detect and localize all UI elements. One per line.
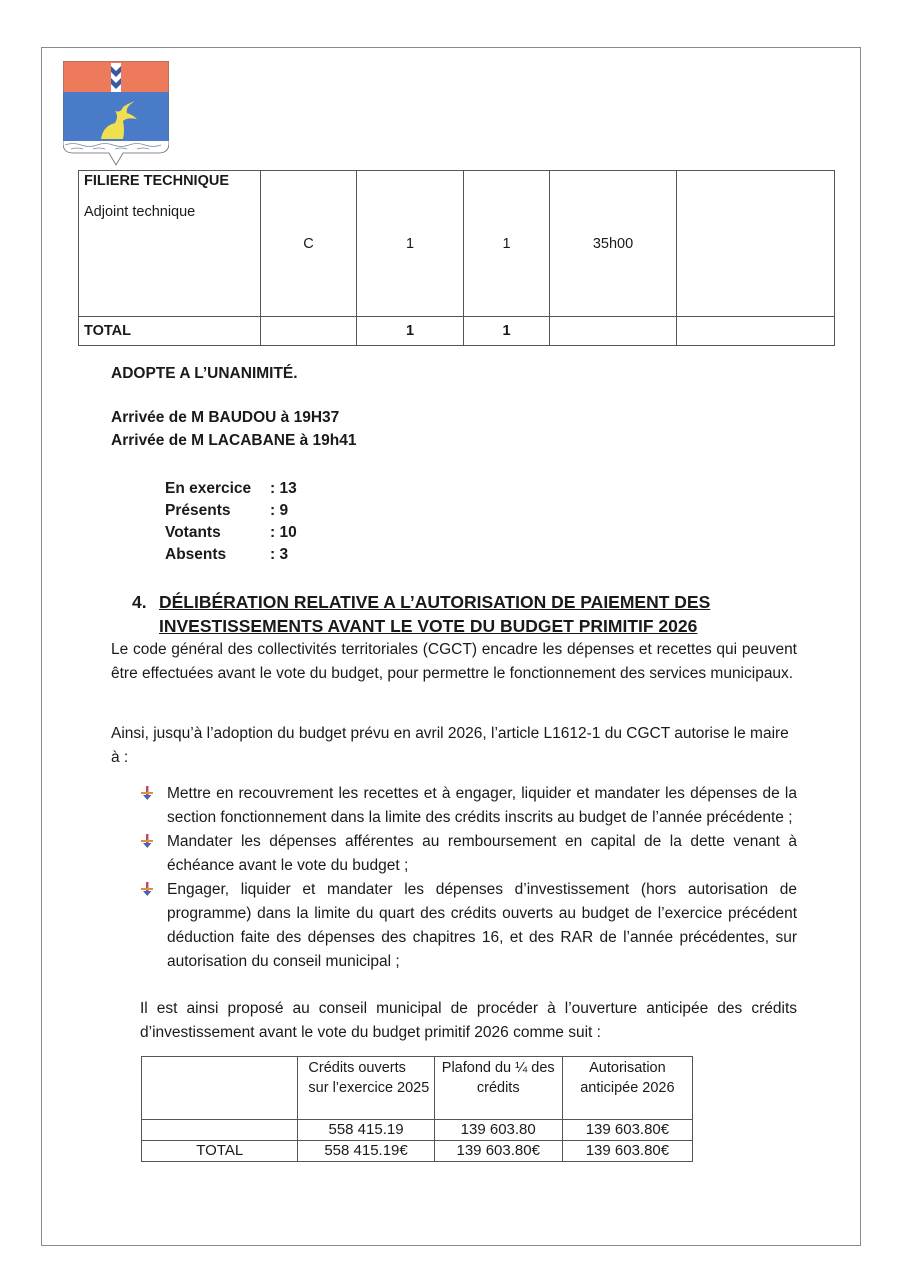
- grade-label: Adjoint technique: [84, 204, 196, 220]
- header-cell: Autorisation anticipée 2026: [562, 1057, 692, 1120]
- bullet-list: [140, 782, 797, 974]
- table-row: [142, 1120, 693, 1141]
- conclusion-paragraph: Il est ainsi proposé au conseil municipal de procéder à l’ouverture anticipée des crédits d’investissement avant le vote du budget primitif 2026 comme suit :: [140, 1000, 797, 1041]
- bullet-text: Engager, liquider et mandater les dépenses d’investissement (hors autorisation de programme) dans la limite du quart des crédits ouverts au budget de l’exercice précédent déduction faite des dépenses des chapitres 16, et des RAR de l’année précédentes, sur autorisation du conseil municipal ;: [167, 881, 797, 970]
- cell: 139 603.80€: [562, 1120, 692, 1141]
- bullet-text: Mandater les dépenses afférentes au remboursement en capital de la dette venant à échéance avant le vote du budget ;: [167, 833, 797, 874]
- header-cell: Crédits ouverts sur l’exercice 2025: [298, 1057, 434, 1120]
- stat-label: Votants: [165, 524, 221, 541]
- section-title-line2: INVESTISSEMENTS AVANT LE VOTE DU BUDGET PRIMITIF 2026: [159, 616, 698, 636]
- down-arrow-bullet-icon: [140, 881, 154, 897]
- header-cell: Plafond du ¼ des crédits: [434, 1057, 562, 1120]
- arrival-line: Arrivée de M BAUDOU à 19H37: [111, 409, 340, 426]
- bullet-text: Mettre en recouvrement les recettes et à engager, liquider et mandater les dépenses de la section fonctionnement dans la limite des crédits inscrits au budget de l’année précédente ;: [167, 785, 797, 826]
- header-row: [142, 1057, 693, 1120]
- down-arrow-bullet-icon: [140, 785, 154, 801]
- stat-row: [165, 500, 297, 522]
- staff-table: [78, 170, 835, 346]
- list-item: [140, 830, 797, 878]
- arrival-line: Arrivée de M LACABANE à 19h41: [111, 432, 357, 449]
- cell: 1: [357, 171, 464, 317]
- cell: 558 415.19€: [298, 1141, 434, 1162]
- attendance-stats: [165, 478, 297, 566]
- stat-label: En exercice: [165, 480, 252, 497]
- cell: 1: [464, 171, 550, 317]
- list-item: [140, 782, 797, 830]
- cell: [677, 171, 835, 317]
- cell: 139 603.80€: [562, 1141, 692, 1162]
- stat-value: : 9: [270, 502, 289, 519]
- cell: 1: [357, 317, 464, 346]
- header-cell: [142, 1057, 298, 1120]
- cell: 139 603.80€: [434, 1141, 562, 1162]
- stat-value: : 13: [270, 480, 297, 497]
- decision-text: ADOPTE A L’UNANIMITÉ.: [111, 365, 298, 382]
- cell: [550, 317, 677, 346]
- cell: [261, 317, 357, 346]
- coat-of-arms-logo: [63, 61, 169, 167]
- section-number: 4.: [132, 592, 147, 612]
- stat-row: [165, 544, 297, 566]
- stat-value: : 3: [270, 546, 289, 563]
- category-cell: [79, 171, 261, 317]
- stat-label: Présents: [165, 502, 231, 519]
- cell: TOTAL: [142, 1141, 298, 1162]
- category-letter: C: [261, 171, 357, 317]
- total-label: TOTAL: [79, 317, 261, 346]
- hours-cell: 35h00: [550, 171, 677, 317]
- stat-row: [165, 522, 297, 544]
- cell: [142, 1120, 298, 1141]
- category-title: FILIERE TECHNIQUE: [84, 173, 230, 189]
- cell: [677, 317, 835, 346]
- total-row: [79, 317, 835, 346]
- authorization-paragraph: Ainsi, jusqu’à l’adoption du budget prévu en avril 2026, l’article L1612-1 du CGCT autorise le maire à :: [111, 725, 789, 766]
- stat-label: Absents: [165, 546, 227, 563]
- cell: 558 415.19: [298, 1120, 434, 1141]
- total-row: [142, 1141, 693, 1162]
- list-item: [140, 878, 797, 974]
- cell: 1: [464, 317, 550, 346]
- table-row: [79, 171, 835, 317]
- cell: 139 603.80: [434, 1120, 562, 1141]
- stat-value: : 10: [270, 524, 297, 541]
- arrivals: [111, 406, 357, 452]
- stat-row: [165, 478, 297, 500]
- budget-table: [141, 1056, 693, 1162]
- down-arrow-bullet-icon: [140, 833, 154, 849]
- section-title-line1: DÉLIBÉRATION RELATIVE A L’AUTORISATION DE PAIEMENT DES: [159, 592, 711, 612]
- intro-paragraph: Le code général des collectivités territoriales (CGCT) encadre les dépenses et recettes qui peuvent être effectuées avant le vote du budget, pour permettre le fonctionnement des services municipaux.: [111, 641, 797, 682]
